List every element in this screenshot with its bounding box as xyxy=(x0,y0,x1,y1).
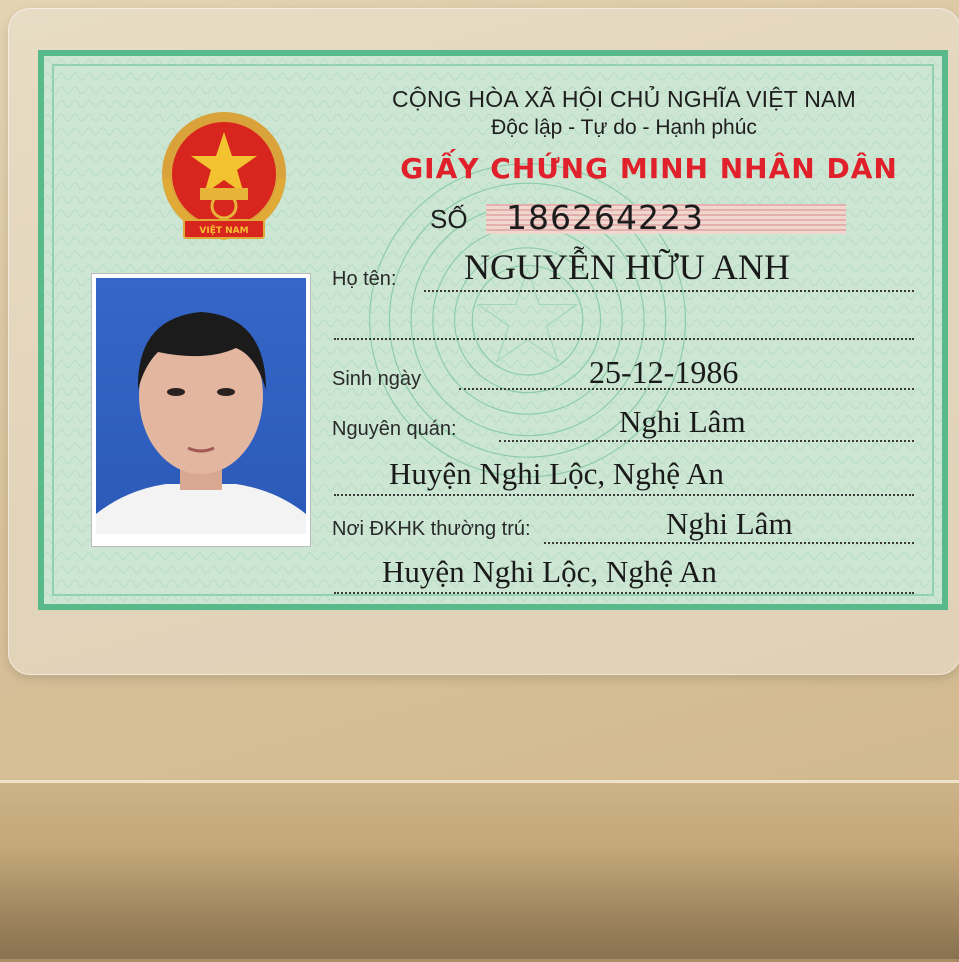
origin-label: Nguyên quán: xyxy=(332,418,457,440)
id-card xyxy=(38,50,948,610)
residence-dotted-line-2 xyxy=(334,592,914,594)
table-shadow xyxy=(0,850,959,959)
residence-label: Nơi ĐKHK thường trú: xyxy=(332,518,531,540)
id-number: 186264223 xyxy=(506,198,704,237)
name-label: Họ tên: xyxy=(332,268,397,290)
origin-line-1: Nghi Lâm xyxy=(619,404,746,439)
portrait-figure-icon xyxy=(96,278,306,534)
name-value: NGUYỄN HỮU ANH xyxy=(464,247,790,287)
residence-line-2: Huyện Nghi Lộc, Nghệ An xyxy=(382,554,717,589)
origin-dotted-line xyxy=(499,440,914,442)
republic-heading: CỘNG HÒA XÃ HỘI CHỦ NGHĨA VIỆT NAM xyxy=(392,86,856,112)
portrait-photo xyxy=(92,274,310,546)
residence-line-1: Nghi Lâm xyxy=(666,506,793,541)
national-emblem-icon xyxy=(154,108,294,248)
dob-label: Sinh ngày xyxy=(332,368,421,390)
card-title: GIẤY CHỨNG MINH NHÂN DÂN xyxy=(400,152,898,185)
origin-line-2: Huyện Nghi Lộc, Nghệ An xyxy=(389,456,724,491)
residence-dotted-line xyxy=(544,542,914,544)
dob-value: 25-12-1986 xyxy=(589,354,739,390)
number-label: SỐ xyxy=(430,204,468,234)
name-dotted-line xyxy=(424,290,914,292)
origin-dotted-line-2 xyxy=(334,494,914,496)
name-dotted-line-2 xyxy=(334,338,914,340)
motto: Độc lập - Tự do - Hạnh phúc xyxy=(491,116,757,139)
emblem-text: VIỆT NAM xyxy=(199,226,249,236)
photo-background xyxy=(96,278,306,534)
